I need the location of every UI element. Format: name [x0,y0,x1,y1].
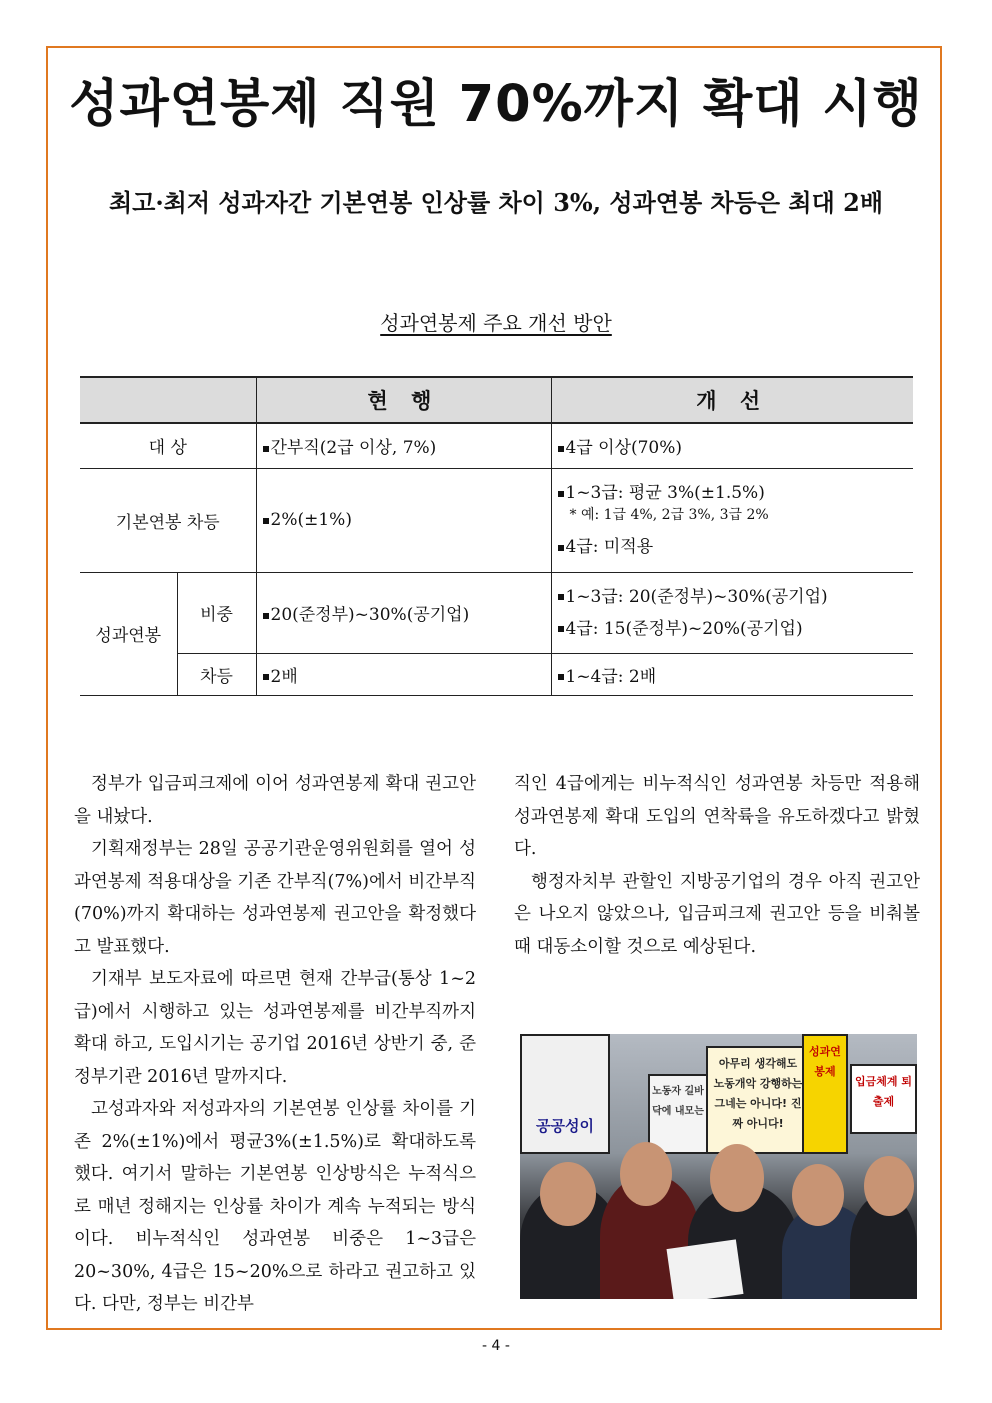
row-label-diff: 차등 [177,653,256,695]
protester-face [864,1156,914,1216]
base-improved-note: * 예: 1급 4%, 2급 3%, 3급 2% [569,507,769,523]
cell-target-improved [551,423,913,468]
bullet-icon [558,491,564,497]
article-paragraph: 정부가 입금피크제에 이어 성과연봉제 확대 권고안을 내놨다. [74,774,476,827]
weight-current-text: 20(준정부)~30%(공기업) [270,605,470,625]
reform-table [80,376,913,696]
article-paragraph: 기재부 보도자료에 따르면 현재 간부급(통상 1~2급)에서 시행하고 있는 성과연봉제를 비간부직까지 확대 하고, 도입시기는 공기업 2016년 상반기 중, 준정부기관 2016년 말까지다. [74,969,476,1087]
bullet-icon [263,613,269,619]
diff-current-text: 2배 [270,666,298,687]
row-label-target: 대 상 [80,423,256,468]
table-row-performance-diff [80,653,913,695]
bullet-icon [558,674,564,680]
page-number: - 4 - [482,1338,510,1354]
protester-face [540,1162,596,1226]
protester-face [620,1142,672,1206]
bullet-icon [263,446,269,452]
cell-weight-current [256,572,551,653]
article-column-left [74,768,476,1321]
table-header-row [80,377,913,423]
article-paragraph: 고성과자와 저성과자의 기본연봉 인상률 차이를 기존 2%(±1%)에서 평균3%(±1.5%)로 확대하도록 했다. 여기서 말하는 기본연봉 인상방식은 누적식으로 매년 정해지는 인상률 차이가 계속 누적되는 방식이다. 비누적식인 성과연봉 비중은 1~3급은 20~30%, 4급은 15~20%으로 하라고 권고하고 있다. 다만, 정부는 비간부 [74,1099,476,1314]
cell-base-current [256,468,551,572]
cell-target-current [256,423,551,468]
row-label-performance: 성과연봉 [80,572,177,695]
bullet-icon [558,545,564,551]
table-row-base-salary [80,468,913,572]
cell-diff-current [256,653,551,695]
row-label-weight: 비중 [177,572,256,653]
article-paragraph: 기획재정부는 28일 공공기관운영위원회를 열어 성과연봉제 적용대상을 기존 간부직(7%)에서 비간부직(70%)까지 확대하는 성과연봉제 권고안을 확정했다고 발표했다. [74,839,476,957]
protest-sign-left: 공공성이 [520,1034,610,1154]
bullet-icon [558,626,564,632]
bullet-icon [263,674,269,680]
protest-sign-mid: 노동자 길바닥에 내모는 [648,1074,708,1154]
speech-paper [667,1239,744,1299]
protest-sign-right: 성과연봉제 [802,1034,848,1154]
target-current-text: 간부직(2급 이상, 7%) [270,438,437,459]
table-row-performance-weight [80,572,913,653]
article-paragraph: 행정자치부 관할인 지방공기업의 경우 아직 권고안은 나오지 않았으나, 입금피크제 권고안 등을 비춰볼 때 대동소이할 것으로 예상된다. [514,871,920,957]
cell-base-improved [551,468,913,572]
page-title: 성과연봉제 직원 70%까지 확대 시행 [69,75,923,134]
base-improved-line-1: 1~3급: 평균 3%(±1.5%) [558,482,908,504]
target-improved-text: 4급 이상(70%) [565,438,683,459]
row-label-base-salary: 기본연봉 차등 [80,468,256,572]
protester-face [792,1164,844,1226]
protest-photo [520,1034,917,1299]
protest-sign-center: 아무리 생각해도 노동개악 강행하는 그네는 아니다! 진짜 아니다! [706,1046,810,1154]
bullet-icon [263,518,269,524]
article-paragraph: 직인 4급에게는 비누적식인 성과연봉 차등만 적용해 성과연봉제 확대 도입의 연착륙을 유도하겠다고 밝혔다. [514,774,920,859]
header-blank [80,377,256,423]
weight-improved-line-1: 1~3급: 20(준정부)~30%(공기업) [558,586,908,608]
header-current: 현 행 [256,377,551,423]
protest-sign-far-right: 입금체계 퇴출제 [850,1064,917,1134]
base-current-text: 2%(±1%) [270,510,352,530]
table-row-target [80,423,913,468]
table-caption: 성과연봉제 주요 개선 방안 [380,311,612,335]
diff-improved-text: 1~4급: 2배 [565,666,657,687]
weight-improved-line-2: 4급: 15(준정부)~20%(공기업) [558,618,908,640]
bullet-icon [558,594,564,600]
page-subtitle: 최고·최저 성과자간 기본연봉 인상률 차이 3%, 성과연봉 차등은 최대 2배 [108,188,884,217]
article-column-right [514,768,920,963]
bullet-icon [558,446,564,452]
protester-face [710,1144,764,1212]
header-improved: 개 선 [551,377,913,423]
cell-weight-improved [551,572,913,653]
base-improved-line-2: 4급: 미적용 [558,536,908,558]
cell-diff-improved [551,653,913,695]
